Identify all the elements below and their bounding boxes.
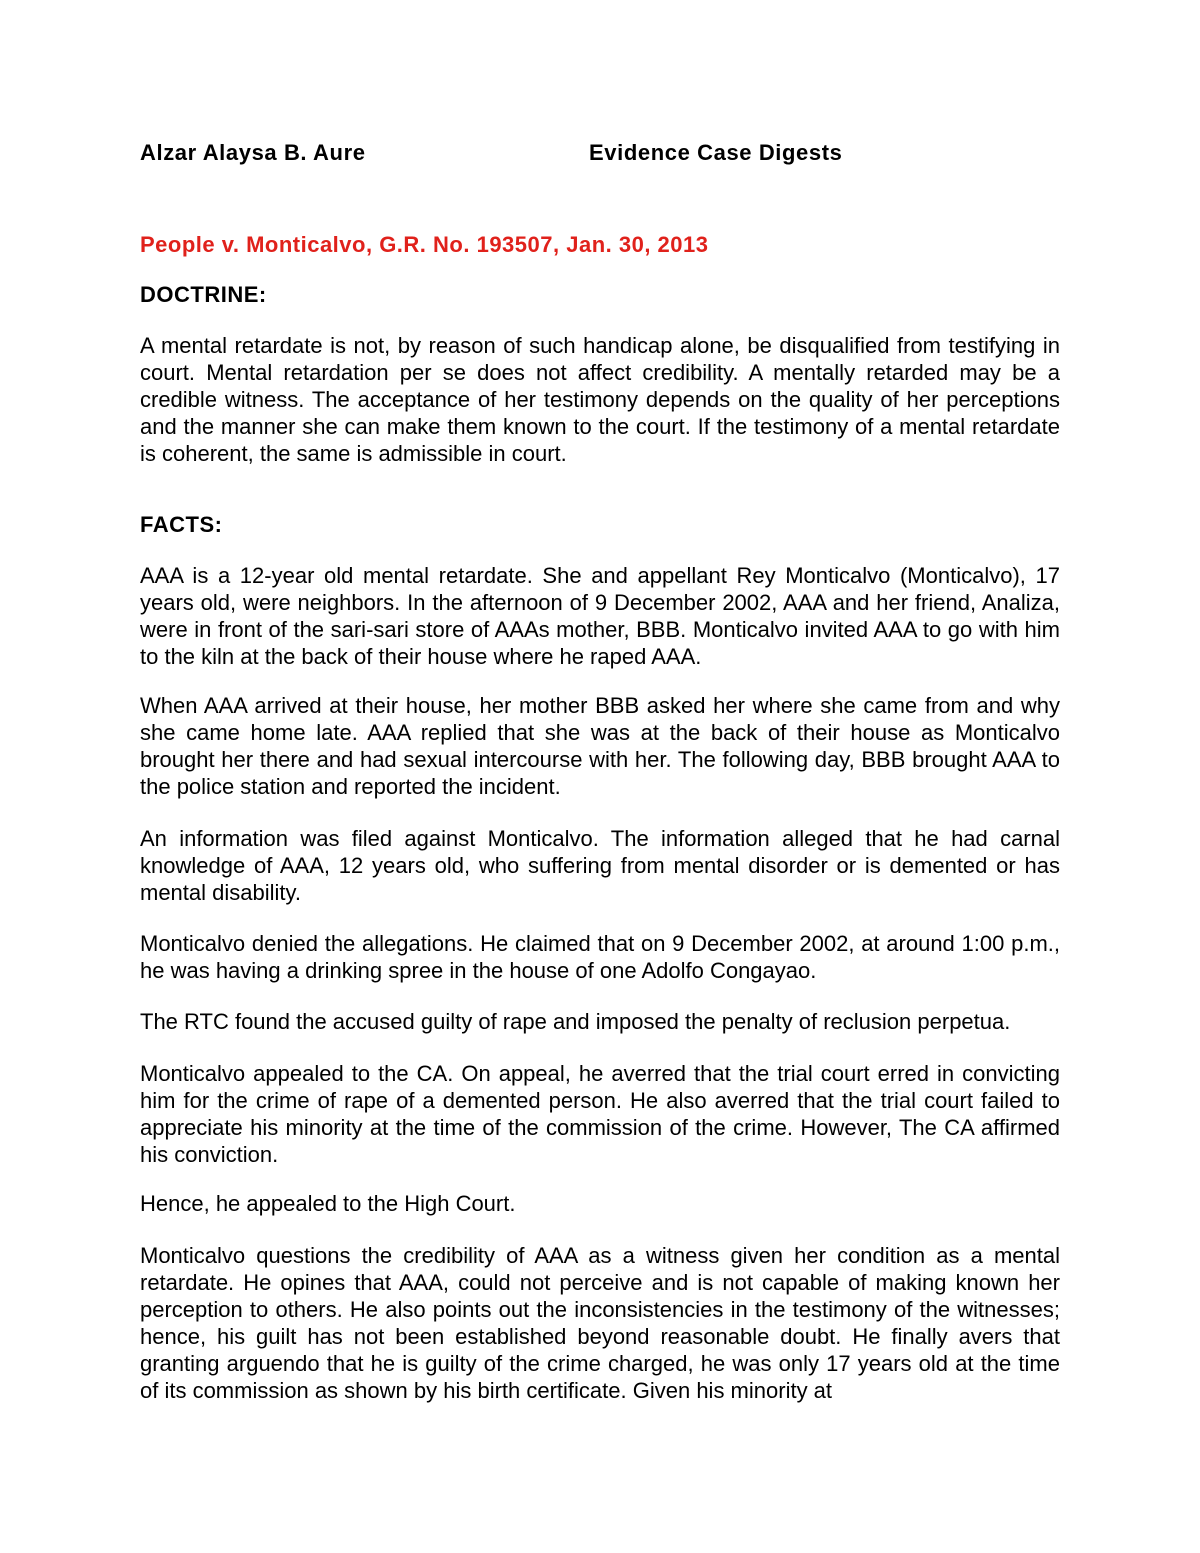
author-name: Alzar Alaysa B. Aure: [140, 140, 366, 165]
document-title: Evidence Case Digests: [589, 140, 843, 165]
document-header: [140, 140, 1060, 172]
facts-paragraph: An information was filed against Monticalvo. The information alleged that he had carnal knowledge of AAA, 12 years old, who suffering from mental disorder or is demented or has mental disability.: [140, 826, 1060, 905]
facts-paragraph: The RTC found the accused guilty of rape and imposed the penalty of reclusion perpetua.: [140, 1009, 1011, 1034]
case-title: People v. Monticalvo, G.R. No. 193507, Jan. 30, 2013: [140, 232, 709, 257]
facts-paragraph: AAA is a 12-year old mental retardate. She and appellant Rey Monticalvo (Monticalvo), 17 years old, were neighbors. In the afternoon of 9 December 2002, AAA and her friend, Analiza, were in front of the sari-sari store of AAAs mother, BBB. Monticalvo invited AAA to go with him to the kiln at the back of their house where he raped AAA.: [140, 563, 1060, 669]
facts-paragraph: Hence, he appealed to the High Court.: [140, 1191, 516, 1216]
doctrine-heading: DOCTRINE:: [140, 282, 267, 307]
facts-heading: FACTS:: [140, 512, 223, 537]
facts-paragraph: Monticalvo questions the credibility of AAA as a witness given her condition as a mental retardate. He opines that AAA, could not perceive and is not capable of making known her perception to others. He also points out the inconsistencies in the testimony of the witnesses; hence, his guilt has not been established beyond reasonable doubt. He finally avers that granting arguendo that he is guilty of the crime charged, he was only 17 years old at the time of its commission as shown by his birth certificate. Given his minority at: [140, 1243, 1060, 1403]
facts-paragraph: Monticalvo denied the allegations. He claimed that on 9 December 2002, at around 1:00 p.m., he was having a drinking spree in the house of one Adolfo Congayao.: [140, 931, 1060, 983]
doctrine-text: A mental retardate is not, by reason of such handicap alone, be disqualified from testifying in court. Mental retardation per se does not affect credibility. A mentally retarded may be a credible witness. The acceptance of her testimony depends on the quality of her perceptions and the manner she can make them known to the court. If the testimony of a mental retardate is coherent, the same is admissible in court.: [140, 333, 1060, 466]
facts-paragraph: When AAA arrived at their house, her mother BBB asked her where she came from and why she came home late. AAA replied that she was at the back of their house as Monticalvo brought her there and had sexual intercourse with her. The following day, BBB brought AAA to the police station and reported the incident.: [140, 693, 1060, 799]
facts-paragraph: Monticalvo appealed to the CA. On appeal, he averred that the trial court erred in convicting him for the crime of rape of a demented person. He also averred that the trial court failed to appreciate his minority at the time of the commission of the crime. However, The CA affirmed his conviction.: [140, 1061, 1060, 1167]
